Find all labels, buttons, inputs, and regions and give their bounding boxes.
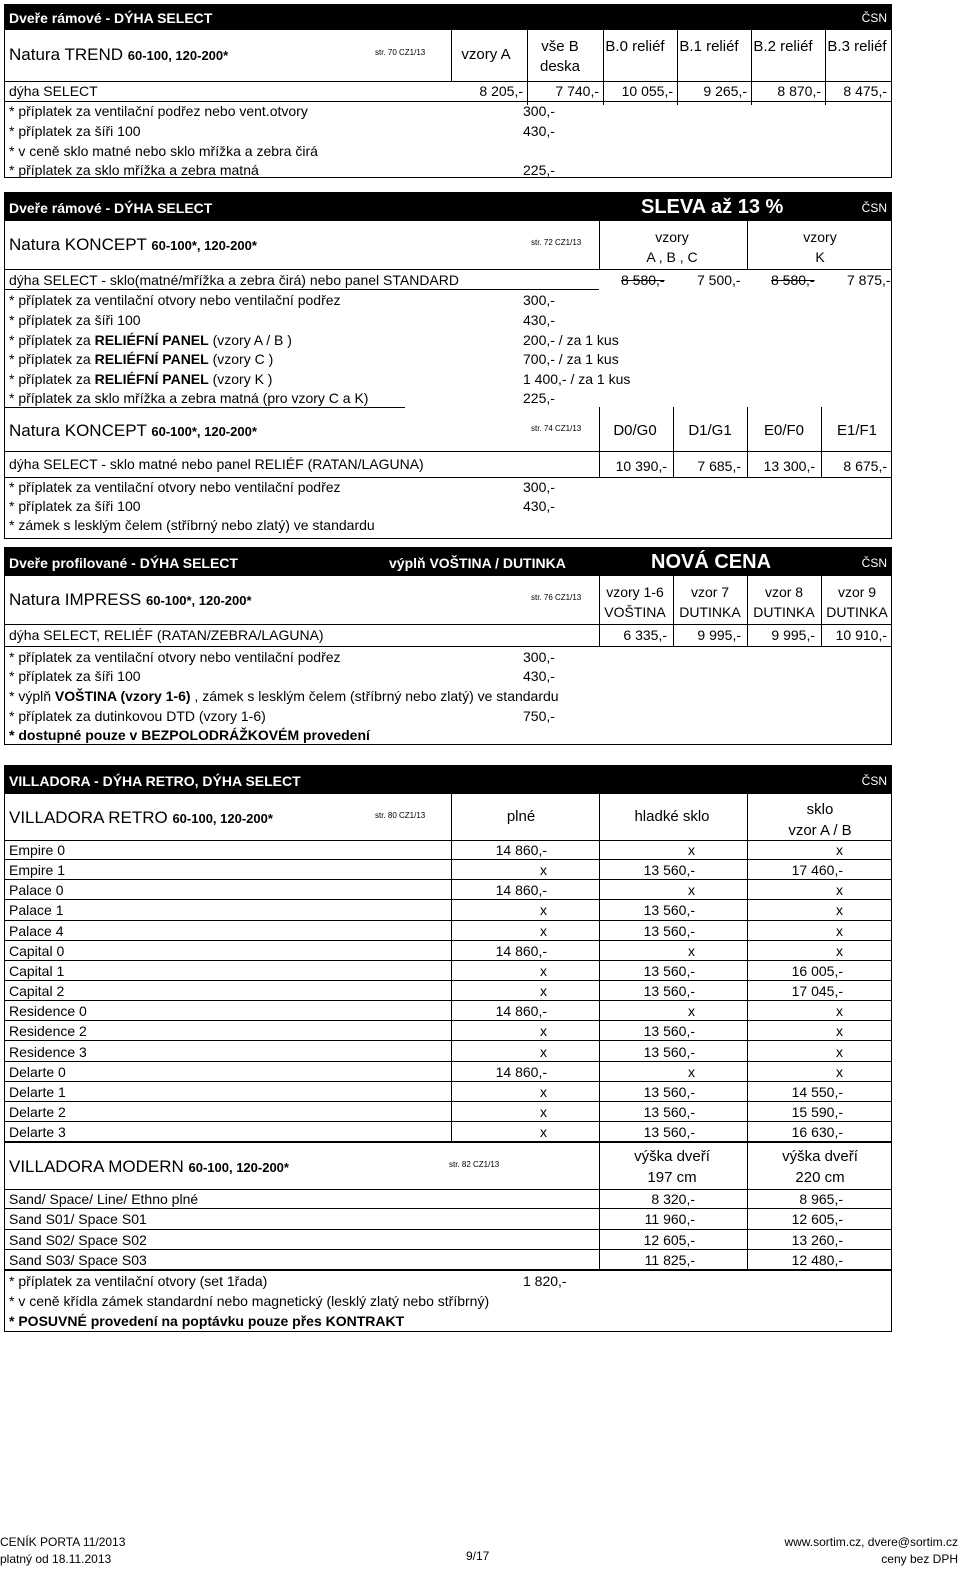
plne-cell: x (540, 902, 547, 919)
model-name: VILLADORA RETRO 60-100, 120-200* (9, 808, 273, 827)
plne-cell: x (540, 1023, 547, 1040)
price-vzory-a: 8 205,- (479, 83, 523, 99)
note-value: 700,- / za 1 kus (523, 351, 619, 367)
page-ref: str. 72 CZ1/13 (531, 238, 582, 247)
hladke-cell: 13 560,- (643, 1043, 695, 1060)
note-label: * výplň VOŠTINA (vzory 1-6) , zámek s lesklým čelem (stříbrný nebo zlatý) ve standardu (9, 688, 559, 704)
note-value: 1 400,- / za 1 kus (523, 371, 631, 387)
plne-cell: x (540, 983, 547, 1000)
page-ref: str. 80 CZ1/13 (375, 811, 426, 820)
note-label: * příplatek za ventilační otvory nebo ventilační podřez (9, 649, 341, 665)
csn-label: ČSN (861, 556, 887, 570)
note-label: * zámek s lesklým čelem (stříbrný nebo zlatý) ve standardu (9, 517, 375, 533)
hladke-cell: 13 560,- (643, 862, 695, 879)
model-cell: Sand S01/ Space S01 (9, 1211, 147, 1228)
model-cell: Delarte 2 (9, 1103, 66, 1120)
col-height-220: výška dveří 220 cm (782, 1148, 858, 1186)
hladke-cell: 13 560,- (643, 922, 695, 939)
sklo-cell: x (836, 942, 843, 959)
plne-cell: x (540, 962, 547, 979)
col-d0-g0: D0/G0 (613, 422, 657, 439)
model-cell: Empire 1 (9, 862, 66, 879)
sklo-cell: x (836, 842, 843, 858)
col-vzory-k: vzory K (803, 229, 837, 265)
plne-cell: 14 860,- (495, 942, 547, 959)
hladke-cell: 13 560,- (643, 1124, 695, 1141)
note-label: * v ceně sklo matné nebo sklo mřížka a zebra čirá (9, 143, 318, 159)
note-label: * příplatek za ventilační podřez nebo vent.otvory (9, 103, 308, 119)
sklo-cell: 14 550,- (791, 1083, 843, 1100)
note-label: * příplatek za šíři 100 (9, 668, 141, 684)
hladke-cell: 13 560,- (643, 962, 695, 979)
col-b1: B.1 reliéf (679, 38, 739, 55)
new-price: 7 500,- (697, 272, 741, 288)
note-value: 430,- (523, 498, 555, 514)
col-b0: B.0 reliéf (605, 38, 665, 55)
footer-valid-from: platný od 18.11.2013 (0, 1552, 112, 1566)
col-vzory-1-6: vzory 1-6 VOŠTINA (604, 584, 666, 620)
height-220-cell: 13 260,- (791, 1231, 843, 1248)
note-label: * v ceně křídla zámek standardní nebo magnetický (lesklý zlatý nebo stříbrný) (9, 1293, 490, 1309)
plne-cell: x (540, 1124, 547, 1141)
model-cell: Palace 1 (9, 902, 64, 919)
model-cell: Residence 3 (9, 1043, 87, 1060)
note-value: 300,- (523, 479, 555, 495)
sklo-cell: x (836, 1063, 843, 1080)
plne-cell: x (540, 862, 547, 879)
height-220-cell: 12 480,- (791, 1251, 843, 1268)
note-label: * příplatek za RELIÉFNÍ PANEL (vzory K ) (9, 371, 273, 387)
hladke-cell: 13 560,- (643, 983, 695, 1000)
col-vzor-9: vzor 9 DUTINKA (826, 584, 888, 620)
hladke-cell: 13 560,- (643, 1083, 695, 1100)
price-b3: 8 475,- (843, 83, 887, 99)
csn-label: ČSN (861, 11, 887, 25)
column-divider (599, 1142, 600, 1270)
promo-label: SLEVA až 13 % (641, 196, 784, 218)
model-name: Natura KONCEPT 60-100*, 120-200* (9, 235, 257, 254)
column-divider (747, 794, 748, 1142)
sklo-cell: x (836, 1043, 843, 1060)
hladke-cell: 13 560,- (643, 1103, 695, 1120)
col-sklo-vzor: sklo vzor A / B (788, 801, 852, 839)
row-label: dýha SELECT, RELIÉF (RATAN/ZEBRA/LAGUNA) (9, 627, 324, 643)
col-vzor-7: vzor 7 DUTINKA (679, 584, 741, 620)
note-label: * příplatek za sklo mřížka a zebra matná (9, 162, 259, 178)
sklo-cell: x (836, 1003, 843, 1020)
model-name: Natura IMPRESS 60-100*, 120-200* (9, 590, 252, 609)
hladke-cell: x (688, 1063, 695, 1080)
note-label: * příplatek za šíři 100 (9, 498, 141, 514)
table-row (5, 1102, 891, 1122)
height-197-cell: 11 825,- (644, 1251, 695, 1268)
table-row (5, 1250, 891, 1270)
price-d1-g1: 7 685,- (697, 458, 741, 474)
height-220-cell: 12 605,- (791, 1211, 843, 1228)
model-name: VILLADORA MODERN 60-100, 120-200* (9, 1157, 289, 1176)
price-e1-f1: 8 675,- (843, 458, 887, 474)
note-value: 430,- (523, 312, 555, 328)
table-row (5, 840, 891, 860)
table-row (5, 1122, 891, 1142)
plne-cell: 14 860,- (495, 882, 547, 899)
section-koncept (4, 192, 892, 539)
col-e1-f1: E1/F1 (836, 422, 878, 439)
footer-page-number: 9/17 (466, 1549, 490, 1563)
plne-cell: 14 860,- (495, 1063, 547, 1080)
col-vse-b: vše B deska (539, 38, 581, 75)
height-220-cell: 8 965,- (799, 1191, 843, 1207)
table-row (5, 1062, 891, 1082)
csn-label: ČSN (861, 201, 887, 215)
note-value: 200,- / za 1 kus (523, 332, 619, 348)
note-label: * příplatek za šíři 100 (9, 123, 141, 139)
model-cell: Empire 0 (9, 842, 66, 858)
note-label: * dostupné pouze v BEZPOLODRÁŽKOVÉM provedení (9, 727, 370, 743)
section-header (5, 766, 891, 794)
model-cell: Capital 2 (9, 983, 65, 1000)
price-d0-g0: 10 390,- (615, 458, 667, 474)
note-label: * příplatek za RELIÉFNÍ PANEL (vzory A / B ) (9, 332, 292, 348)
col-hladke-sklo: hladké sklo (634, 808, 710, 825)
table-row (5, 981, 891, 1001)
promo-label: NOVÁ CENA (651, 551, 772, 573)
page-ref: str. 74 CZ1/13 (531, 424, 582, 433)
model-cell: Residence 0 (9, 1003, 87, 1020)
price-b0: 10 055,- (621, 83, 673, 99)
note-value: 1 820,- (523, 1273, 567, 1289)
section-villadora (4, 765, 892, 1332)
model-cell: Residence 2 (9, 1023, 87, 1040)
model-name: Natura KONCEPT 60-100*, 120-200* (9, 421, 257, 440)
note-label: * příplatek za šíři 100 (9, 312, 141, 328)
hladke-cell: x (688, 942, 695, 959)
hladke-cell: x (688, 842, 695, 858)
hladke-cell: 13 560,- (643, 1023, 695, 1040)
plne-cell: 14 860,- (495, 842, 547, 858)
note-label: * příplatek za ventilační otvory nebo ventilační podřez (9, 292, 341, 308)
section-header (5, 193, 891, 221)
sklo-cell: 16 005,- (791, 962, 843, 979)
footer-vat-note: ceny bez DPH (881, 1552, 958, 1566)
col-plne: plné (506, 808, 536, 825)
col-vzory-a: vzory A (461, 46, 511, 63)
table-row (5, 1209, 891, 1229)
table-row (5, 941, 891, 961)
old-price: 8 580,- (621, 272, 665, 288)
col-vzor-8: vzor 8 DUTINKA (753, 584, 815, 620)
row-label: dýha SELECT - sklo(matné/mřížka a zebra čirá) nebo panel STANDARD (9, 272, 459, 288)
model-name: Natura TREND 60-100, 120-200* (9, 45, 229, 64)
note-value: 430,- (523, 123, 555, 139)
note-value: 750,- (523, 708, 555, 724)
new-price: 7 875,- (847, 272, 891, 288)
sklo-cell: x (836, 882, 843, 899)
section-title: VILLADORA - DÝHA RETRO, DÝHA SELECT (9, 773, 301, 789)
model-cell: Capital 1 (9, 962, 65, 979)
table-row (5, 1021, 891, 1041)
section-header (5, 5, 891, 30)
note-value: 225,- (523, 162, 555, 178)
old-price: 8 580,- (771, 272, 815, 288)
sklo-cell: x (836, 902, 843, 919)
note-label: * příplatek za sklo mřížka a zebra matná (pro vzory C a K) (9, 390, 369, 406)
table-row (5, 880, 891, 900)
column-divider (747, 1142, 748, 1270)
model-cell: Delarte 0 (9, 1063, 66, 1080)
col-height-197: výška dveří 197 cm (634, 1148, 710, 1186)
section-title: Dveře rámové - DÝHA SELECT (9, 200, 213, 216)
col-e0-f0: E0/F0 (763, 422, 805, 439)
row-label: dýha SELECT - sklo matné nebo panel RELIÉF (RATAN/LAGUNA) (9, 456, 424, 472)
plne-cell: x (540, 1103, 547, 1120)
section-trend (4, 4, 892, 178)
column-divider (599, 794, 600, 1142)
hladke-cell: 13 560,- (643, 902, 695, 919)
col-vzory-abc: vzory A , B , C (646, 229, 698, 265)
section-title: Dveře rámové - DÝHA SELECT (9, 10, 213, 26)
price-b2: 8 870,- (777, 83, 821, 99)
section-title: Dveře profilované - DÝHA SELECT (9, 555, 238, 571)
note-label: * příplatek za ventilační otvory (set 1řada) (9, 1273, 268, 1289)
model-cell: Palace 4 (9, 922, 64, 939)
page-ref: str. 70 CZ1/13 (375, 48, 426, 57)
note-value: 430,- (523, 668, 555, 684)
section-impress (4, 547, 892, 745)
model-cell: Delarte 1 (9, 1083, 66, 1100)
footer-pricelist: CENÍK PORTA 11/2013 (0, 1535, 126, 1549)
page-ref: str. 76 CZ1/13 (531, 593, 582, 602)
model-cell: Delarte 3 (9, 1124, 66, 1141)
price-vzor-7: 9 995,- (697, 627, 741, 643)
model-cell: Capital 0 (9, 942, 65, 959)
col-b2: B.2 reliéf (753, 38, 813, 55)
note-label: * příplatek za dutinkovou DTD (vzory 1-6) (9, 708, 266, 724)
table-row (5, 1230, 891, 1250)
sklo-cell: 16 630,- (791, 1124, 843, 1141)
plne-cell: x (540, 922, 547, 939)
note-label: * POSUVNÉ provedení na poptávku pouze přes KONTRAKT (9, 1313, 405, 1329)
note-value: 300,- (523, 103, 555, 119)
table-row (5, 1082, 891, 1102)
sklo-cell: 15 590,- (791, 1103, 843, 1120)
column-divider (451, 794, 452, 1142)
hladke-cell: x (688, 1003, 695, 1020)
price-vse-b: 7 740,- (555, 83, 599, 99)
price-b1: 9 265,- (703, 83, 747, 99)
col-d1-g1: D1/G1 (688, 422, 732, 439)
table-row (5, 900, 891, 920)
col-b3: B.3 reliéf (827, 38, 887, 55)
price-vzor-8: 9 995,- (771, 627, 815, 643)
table-row (5, 1189, 891, 1209)
csn-label: ČSN (861, 774, 887, 788)
section-header (5, 548, 891, 576)
note-label: * příplatek za ventilační otvory nebo ventilační podřez (9, 479, 341, 495)
note-value: 225,- (523, 390, 555, 406)
sklo-cell: x (836, 922, 843, 939)
plne-cell: x (540, 1043, 547, 1060)
plne-cell: 14 860,- (495, 1003, 547, 1020)
model-cell: Palace 0 (9, 882, 64, 899)
sklo-cell: x (836, 1023, 843, 1040)
sklo-cell: 17 460,- (791, 862, 843, 879)
row-label: dýha SELECT (9, 83, 98, 99)
sklo-cell: 17 045,- (791, 983, 843, 1000)
table-row (5, 921, 891, 941)
table-row (5, 860, 891, 880)
plne-cell: x (540, 1083, 547, 1100)
model-cell: Sand S02/ Space S02 (9, 1231, 147, 1248)
fill-label: výplň VOŠTINA / DUTINKA (389, 555, 566, 571)
note-value: 300,- (523, 649, 555, 665)
price-vzory-1-6: 6 335,- (623, 627, 667, 643)
footer-contact: www.sortim.cz, dvere@sortim.cz (784, 1535, 958, 1549)
height-197-cell: 8 320,- (651, 1191, 695, 1207)
height-197-cell: 12 605,- (643, 1231, 695, 1248)
price-e0-f0: 13 300,- (763, 458, 815, 474)
page-ref: str. 82 CZ1/13 (449, 1160, 500, 1169)
table-row (5, 1042, 891, 1062)
height-197-cell: 11 960,- (644, 1211, 695, 1228)
price-vzor-9: 10 910,- (835, 627, 887, 643)
model-cell: Sand/ Space/ Line/ Ethno plné (9, 1191, 199, 1207)
table-row (5, 1001, 891, 1021)
hladke-cell: x (688, 882, 695, 899)
table-row (5, 961, 891, 981)
note-value: 300,- (523, 292, 555, 308)
model-cell: Sand S03/ Space S03 (9, 1251, 147, 1268)
note-label: * příplatek za RELIÉFNÍ PANEL (vzory C ) (9, 351, 274, 367)
